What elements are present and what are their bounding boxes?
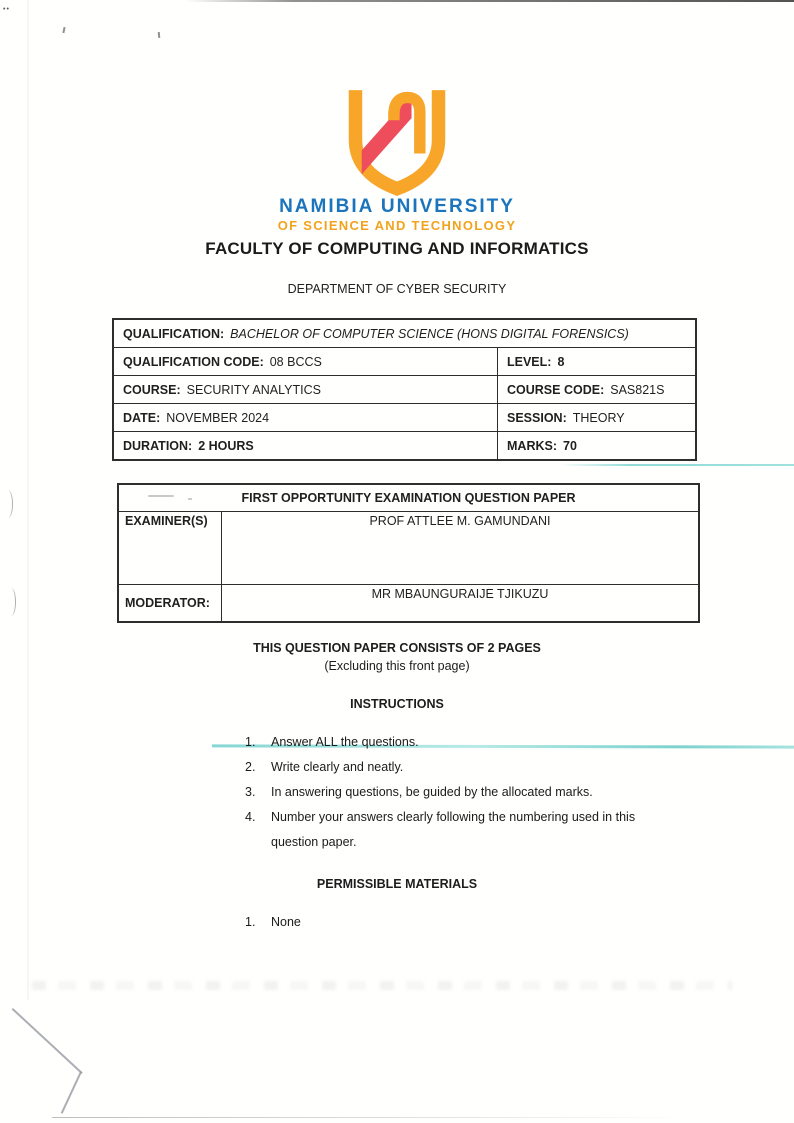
examiner-value: PROF ATTLEE M. GAMUNDANI — [222, 512, 700, 585]
item-text: In answering questions, be guided by the allocated marks. — [271, 785, 593, 799]
table-row — [113, 376, 696, 404]
university-logo — [0, 86, 794, 201]
page-count-subnote: (Excluding this front page) — [324, 659, 470, 673]
list-item — [245, 755, 685, 780]
instructions-heading: INSTRUCTIONS — [350, 697, 444, 711]
level-cell — [498, 348, 697, 376]
table-row — [113, 348, 696, 376]
level-value: 8 — [557, 354, 565, 369]
marks-value: 70 — [563, 438, 577, 453]
table-row — [118, 484, 699, 512]
scan-margin-mark — [5, 490, 13, 518]
university-subtitle: OF SCIENCE AND TECHNOLOGY — [277, 218, 517, 233]
session-value: THEORY — [572, 410, 625, 425]
page-bleed-through — [32, 981, 732, 990]
page-count-note: THIS QUESTION PAPER CONSISTS OF 2 PAGES — [253, 641, 541, 655]
level-label: LEVEL: — [507, 354, 552, 369]
item-text: None — [271, 915, 301, 929]
qualification-label: QUALIFICATION: — [123, 326, 225, 341]
department-title: DEPARTMENT OF CYBER SECURITY — [287, 282, 507, 296]
table-row — [113, 432, 696, 461]
scan-cyan-line — [560, 464, 794, 466]
item-text: Number your answers clearly following the numbering used in this question paper. — [271, 810, 636, 849]
marks-cell — [498, 432, 697, 461]
paper-crease — [61, 1071, 82, 1113]
examiner-label: EXAMINER(S) — [118, 512, 222, 585]
scan-tick-mark — [158, 32, 160, 38]
item-number: 1. — [245, 915, 256, 929]
marks-label: MARKS: — [507, 438, 557, 453]
qualification-code-value: 08 BCCS — [269, 354, 322, 369]
item-number: 2. — [245, 760, 256, 774]
list-item — [245, 780, 685, 805]
item-text: Answer ALL the questions. — [271, 735, 419, 749]
moderator-value: MR MBAUNGURAIJE TJIKUZU — [222, 585, 700, 623]
duration-value: 2 HOURS — [198, 438, 254, 453]
course-info-table — [112, 318, 697, 461]
date-value: NOVEMBER 2024 — [166, 410, 270, 425]
faculty-title: FACULTY OF COMPUTING AND INFORMATICS — [205, 239, 589, 258]
qualification-cell — [113, 319, 696, 348]
moderator-label: MODERATOR: — [118, 585, 222, 623]
list-item — [245, 805, 685, 855]
scan-bottom-edge-artifact — [52, 1117, 692, 1118]
instructions-list — [245, 730, 685, 855]
exam-paper-title: FIRST OPPORTUNITY EXAMINATION QUESTION PAPER — [118, 484, 699, 512]
list-item — [245, 910, 545, 935]
scan-speck: •• — [3, 6, 10, 13]
materials-heading: PERMISSIBLE MATERIALS — [316, 877, 478, 891]
table-row — [118, 585, 699, 623]
exam-paper-table — [117, 483, 700, 623]
qualification-code-label: QUALIFICATION CODE: — [123, 354, 264, 369]
course-label: COURSE: — [123, 382, 181, 397]
item-number: 3. — [245, 785, 256, 799]
paper-crease — [12, 1008, 83, 1074]
date-cell — [113, 404, 498, 432]
item-number: 4. — [245, 810, 256, 824]
materials-list — [245, 910, 545, 935]
course-cell — [113, 376, 498, 404]
course-code-value: SAS821S — [610, 382, 665, 397]
date-label: DATE: — [123, 410, 161, 425]
scan-tick-mark — [62, 27, 65, 33]
scan-top-edge-artifact — [185, 0, 794, 2]
duration-cell — [113, 432, 498, 461]
item-number: 1. — [245, 735, 256, 749]
table-row — [118, 512, 699, 585]
course-value: SECURITY ANALYTICS — [186, 382, 321, 397]
scan-margin-mark — [8, 588, 16, 616]
nust-shield-icon — [345, 86, 449, 196]
list-item — [245, 730, 685, 755]
university-name: NAMIBIA UNIVERSITY — [279, 196, 515, 217]
session-label: SESSION: — [507, 410, 567, 425]
qualification-value: BACHELOR OF COMPUTER SCIENCE (HONS DIGITAL FORENSICS) — [230, 326, 629, 341]
table-row — [113, 319, 696, 348]
table-row — [113, 404, 696, 432]
course-code-label: COURSE CODE: — [507, 382, 605, 397]
course-code-cell — [498, 376, 697, 404]
duration-label: DURATION: — [123, 438, 193, 453]
session-cell — [498, 404, 697, 432]
item-text: Write clearly and neatly. — [271, 760, 404, 774]
qualification-code-cell — [113, 348, 498, 376]
